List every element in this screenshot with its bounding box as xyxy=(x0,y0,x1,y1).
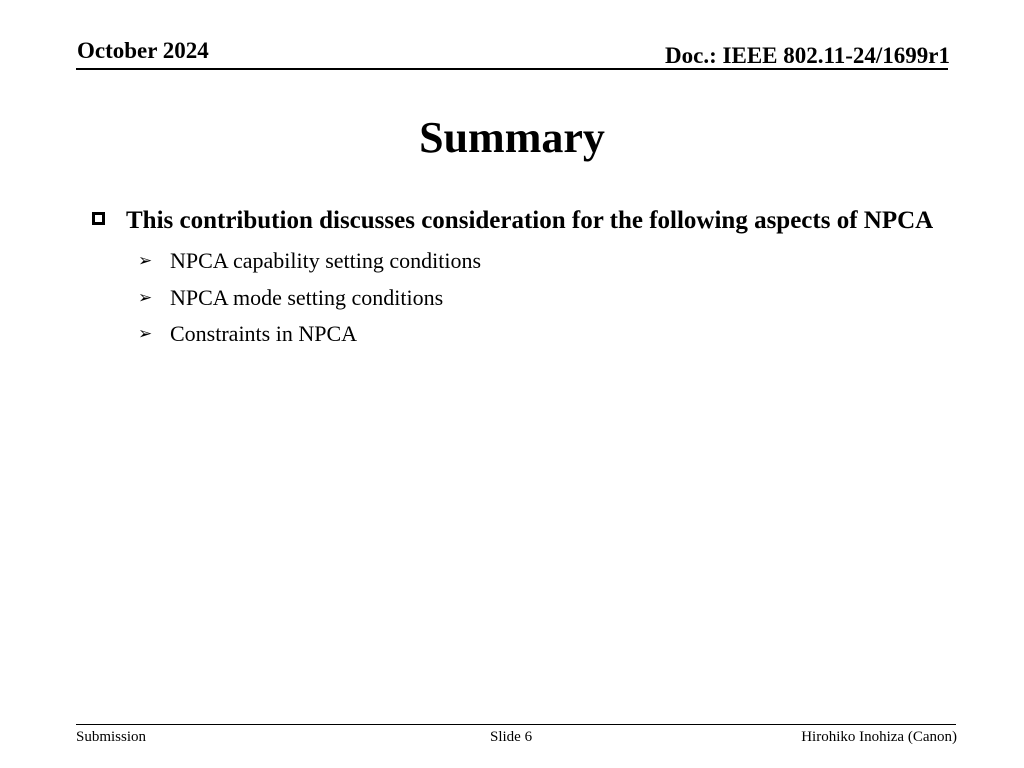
header-divider xyxy=(76,68,948,70)
slide-title: Summary xyxy=(419,113,605,162)
sub-bullet-text: NPCA mode setting conditions xyxy=(170,284,444,310)
footer-author: Hirohiko Inohiza (Canon) xyxy=(801,729,957,745)
footer-divider xyxy=(76,724,956,725)
footer-submission: Submission xyxy=(76,729,147,745)
header-doc-id: Doc.: IEEE 802.11-24/1699r1 xyxy=(665,43,950,68)
square-bullet-icon xyxy=(92,212,105,225)
footer-slide-number: Slide 6 xyxy=(490,729,533,745)
sub-bullet-item xyxy=(90,243,950,280)
arrowhead-bullet-icon: ➢ xyxy=(138,287,153,308)
sub-bullet-text: Constraints in NPCA xyxy=(170,321,358,346)
sub-bullet-item xyxy=(90,316,950,353)
sub-bullet-list xyxy=(90,243,950,353)
bullet-text: This contribution discusses consideration for the following aspects of NPCA xyxy=(126,207,934,234)
bullet-item xyxy=(90,203,950,238)
arrowhead-bullet-icon: ➢ xyxy=(138,324,153,344)
header-date: October 2024 xyxy=(77,38,209,63)
arrowhead-bullet-icon: ➢ xyxy=(138,251,153,271)
bullet-list xyxy=(90,203,950,353)
sub-bullet-text: NPCA capability setting conditions xyxy=(170,248,482,273)
sub-bullet-item xyxy=(90,280,950,317)
